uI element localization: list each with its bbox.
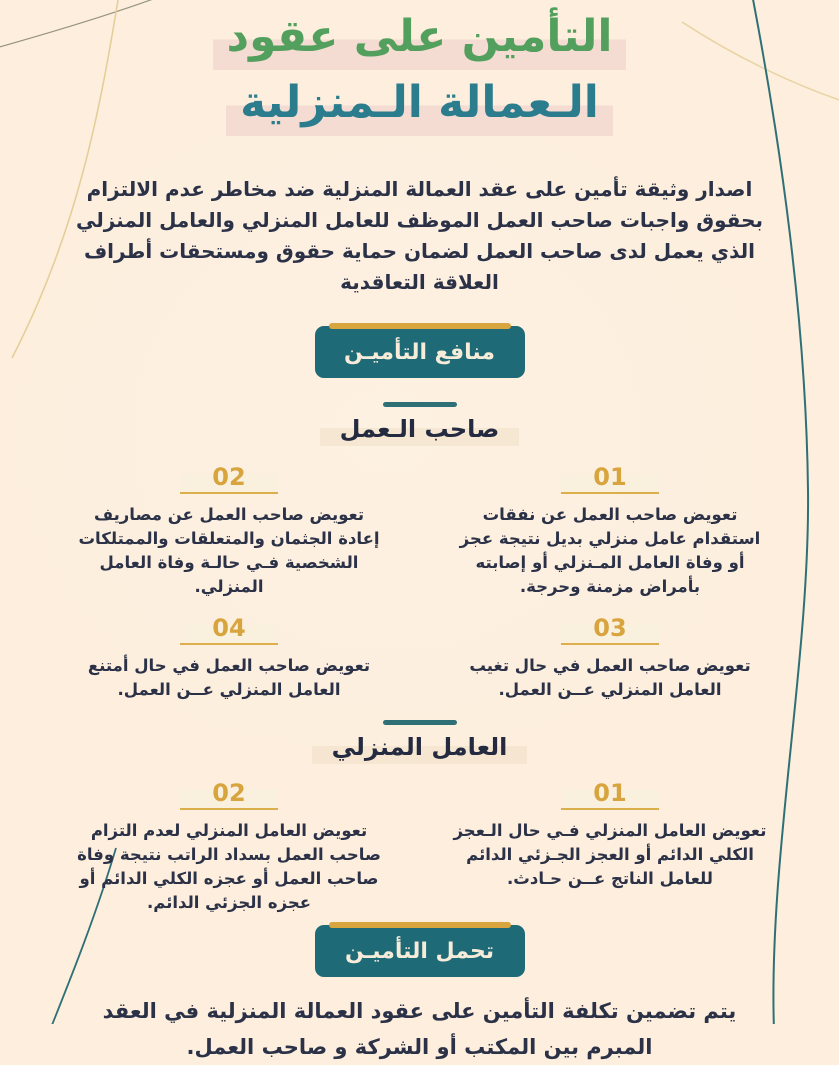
benefit-number: 02 [180, 462, 277, 494]
benefit-number: 03 [561, 613, 658, 645]
benefit-item-employer-01 [443, 462, 778, 599]
benefit-item-worker-01 [443, 778, 778, 915]
benefit-number: 01 [561, 462, 658, 494]
benefit-item-worker-02 [62, 778, 397, 915]
employer-benefits-grid [62, 462, 778, 702]
page-title [40, 0, 800, 136]
benefit-number: 01 [561, 778, 658, 810]
benefit-text: تعويض صاحب العمل عن نفقات استقدام عامل منزلي بديل نتيجة عجز أو وفاة العامل المـنزلي أو إصابته بأمراض مزمنة وحرجة. [459, 505, 761, 596]
poster-content [40, 0, 800, 1065]
section-heading-employer-label: صاحب الـعمل [320, 413, 520, 446]
title-line-1 [40, 4, 800, 70]
heading-accent-line [383, 402, 457, 407]
benefit-text: تعويض صاحب العمل في حال أمتنع العامل المنزلي عــن العمل. [87, 656, 371, 699]
coverage-badge-label: تحمل التأميـن [344, 938, 495, 964]
benefit-item-employer-03 [443, 613, 778, 702]
benefits-badge-label: منافع التأميـن [344, 339, 495, 365]
section-heading-worker [40, 720, 800, 764]
title-line-1-text: التأمين على عقود [213, 4, 627, 70]
title-line-2-text: الـعمالة الـمنزلية [226, 70, 613, 136]
section-heading-employer [40, 402, 800, 446]
benefit-item-employer-04 [62, 613, 397, 702]
benefit-text: تعويض العامل المنزلي لعدم التزام صاحب العمل بسداد الراتب نتيجة وفاة صاحب العمل أو عجزه الكلي الدائم أو عجزه الجزئي الدائم. [77, 821, 381, 912]
benefit-text: تعويض العامل المنزلي فـي حال الـعجز الكلي الدائم أو العجز الجـزئي الدائم للعامل الناتج عــن حـادث. [453, 821, 767, 888]
intro-paragraph: اصدار وثيقة تأمين على عقد العمالة المنزلية ضد مخاطر عدم الالتزام بحقوق واجبات صاحب العمل الموظف للعامل المنزلي والعامل المنزلي الذي يعمل لدى صاحب العمل لضمان حماية حقوق ومستحقات أطراف العلاقة التعاقدية [75, 177, 763, 294]
benefits-badge [315, 326, 525, 378]
benefit-text: تعويض صاحب العمل في حال تغيب العامل المنزلي عــن العمل. [469, 656, 751, 699]
worker-benefits-grid [62, 778, 778, 915]
benefit-number: 02 [180, 778, 277, 810]
badge-gold-accent-bar [329, 922, 511, 928]
footer-note: يتم تضمين تكلفة التأمين على عقود العمالة المنزلية في العقد المبرم بين المكتب أو الشركة و صاحب العمل. [102, 999, 737, 1059]
benefit-item-employer-02 [62, 462, 397, 599]
benefit-text: تعويض صاحب العمل عن مصاريف إعادة الجثمان والمتعلقات والممتلكات الشخصية فـي حالـة وفاة العامل المنزلي. [78, 505, 380, 596]
benefit-number: 04 [180, 613, 277, 645]
badge-gold-accent-bar [329, 323, 511, 329]
coverage-badge [315, 925, 525, 977]
title-line-2 [40, 70, 800, 136]
section-heading-worker-label: العامل المنزلي [312, 731, 528, 764]
heading-accent-line [383, 720, 457, 725]
